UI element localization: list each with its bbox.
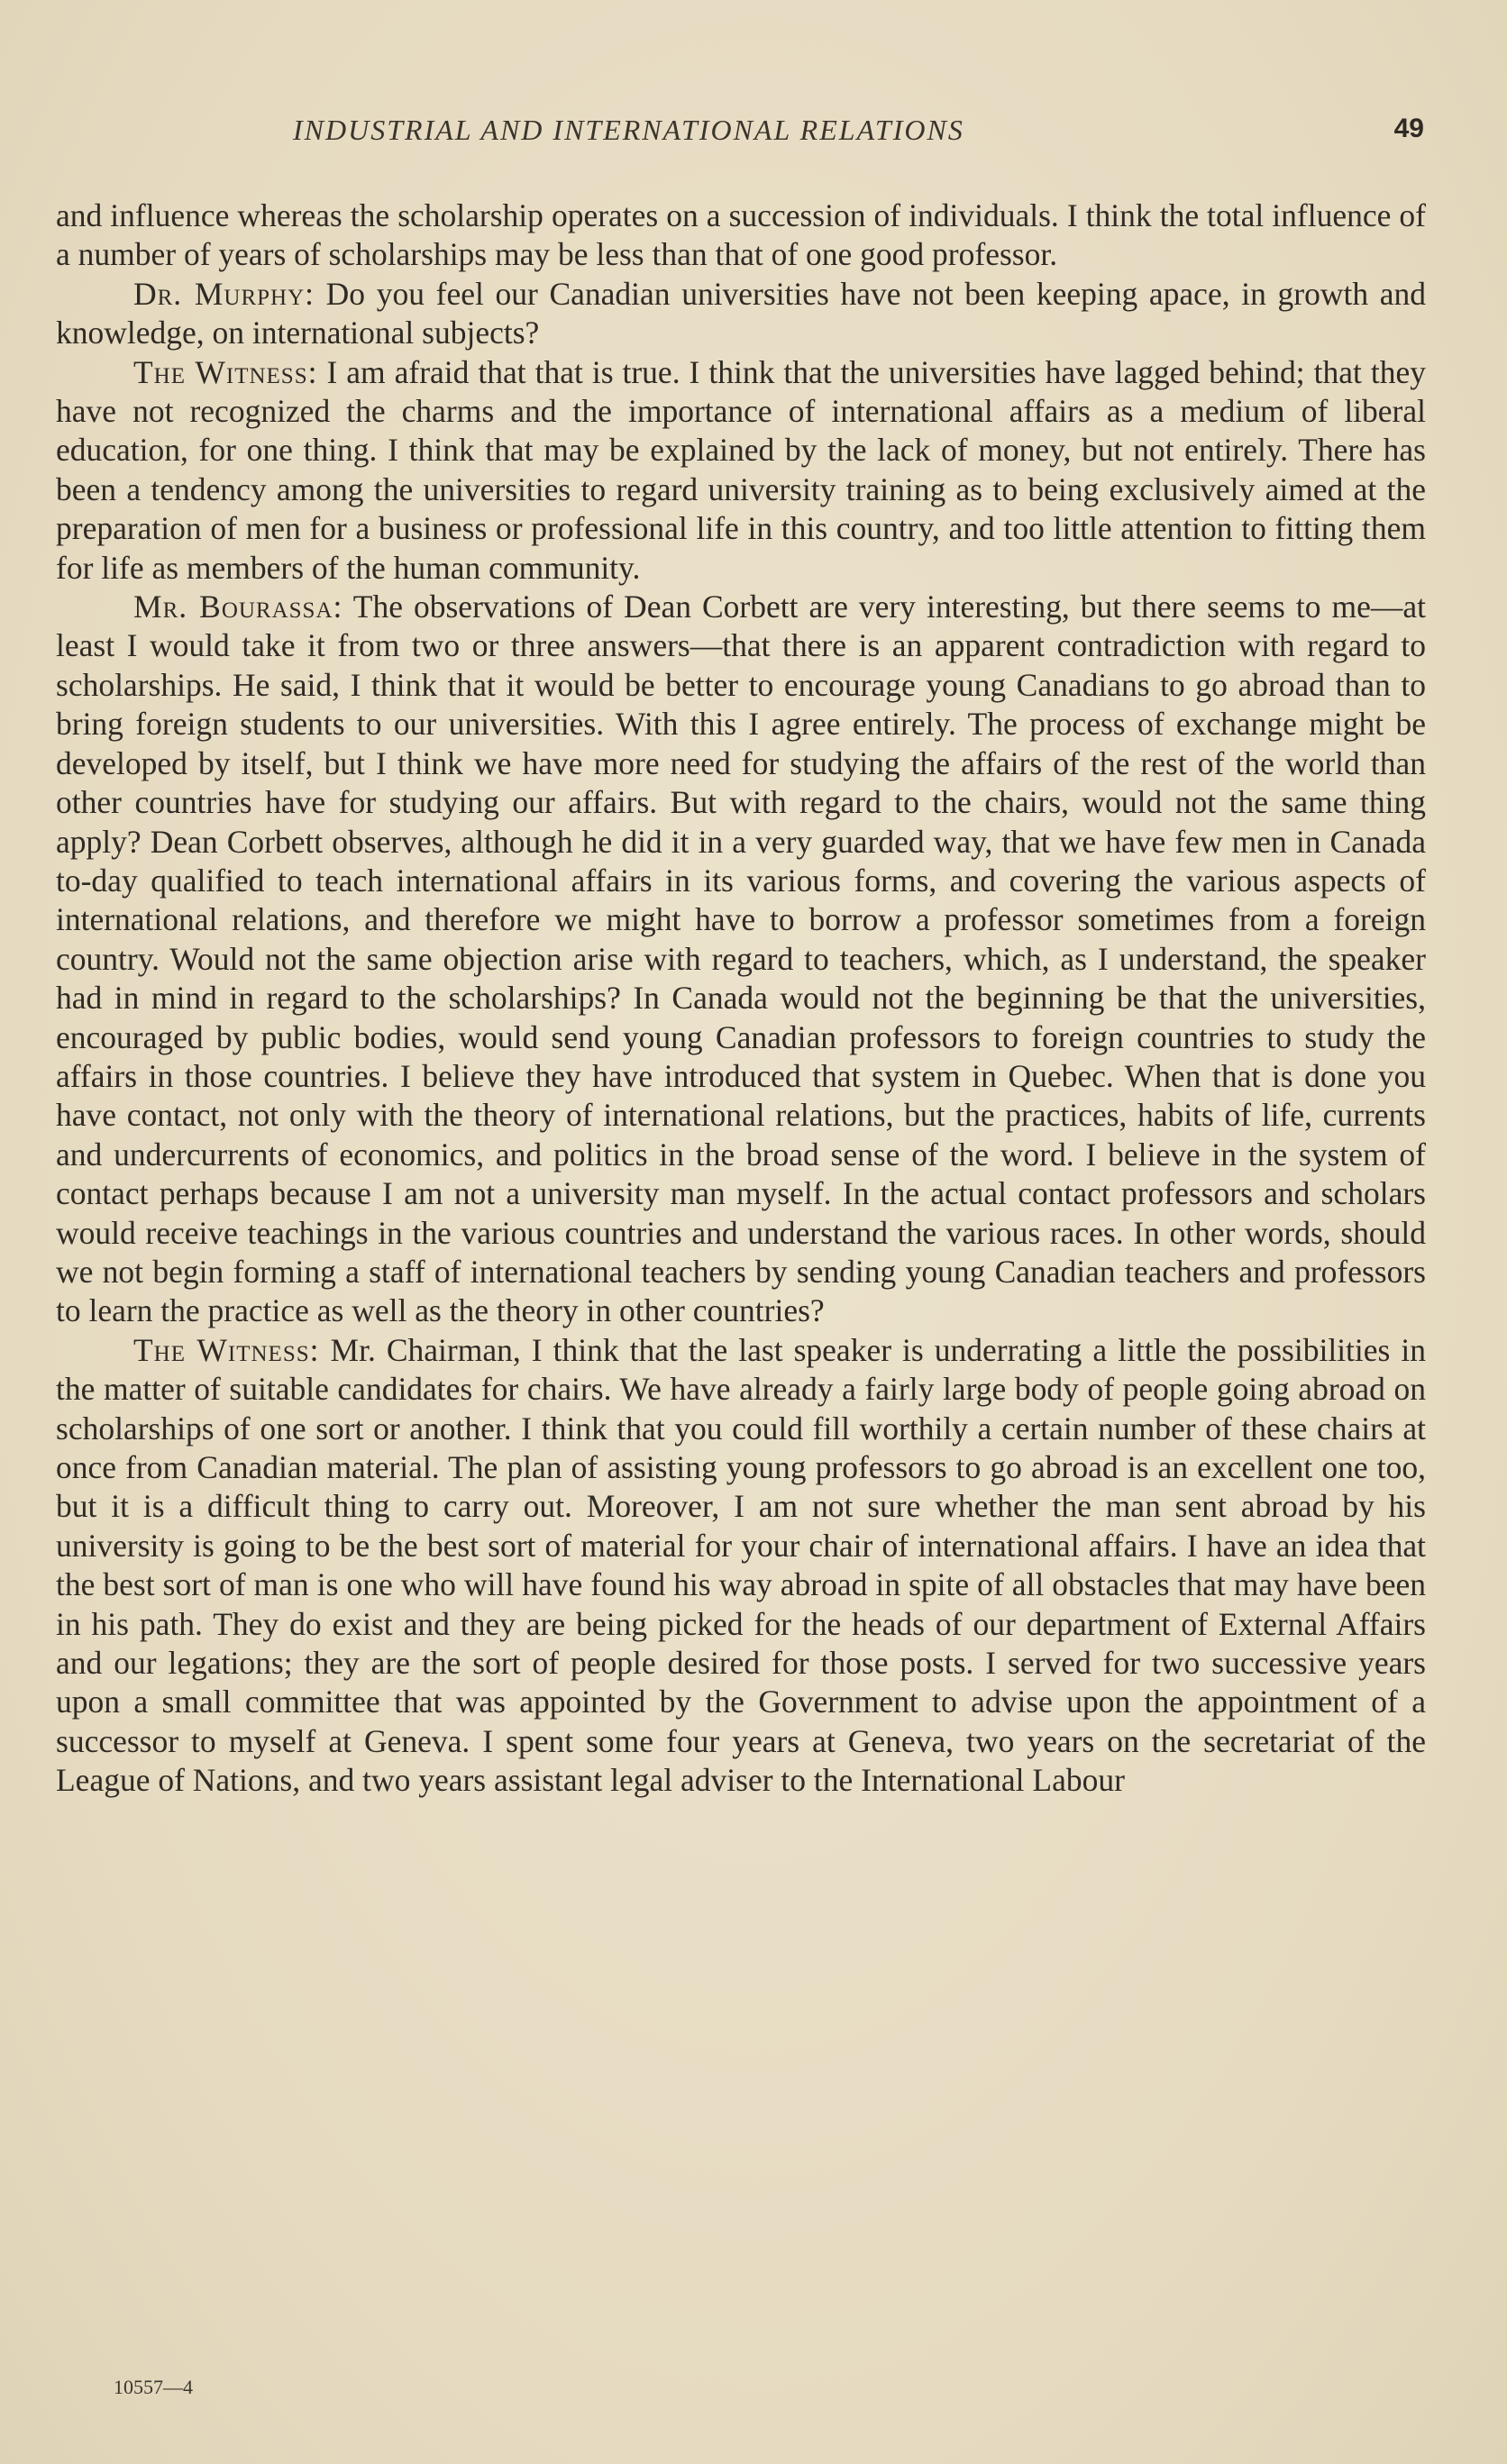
page-number: 49 bbox=[1393, 114, 1424, 143]
paragraph-murphy bbox=[56, 275, 1426, 353]
paragraph-text: I am afraid that that is true. I think that the universities have lagged behind; that they have not recognized the charms and the importance of international affairs as a medium of liberal education, for one thing. I think that may be explained by the lack of money, but not entirely. There has been a tendency among the universities to regard university training as to being exclusively aimed at the preparation of men for a business or professional life in this country, and too little attention to fitting them for life as members of the human community. bbox=[56, 353, 1427, 586]
speaker-name: Dr. Murphy: bbox=[133, 275, 315, 312]
speaker-name: The Witness: bbox=[133, 353, 318, 390]
paragraph-text: and influence whereas the scholarship operates on a succession of individuals. I think the total influence of a number of years of scholarships may be less than that of one good professor. bbox=[56, 197, 1426, 273]
page-header bbox=[54, 114, 1424, 159]
paragraph-text: Do you feel our Canadian universities have not been keeping apace, in growth and knowledge, on international subjects? bbox=[56, 275, 1426, 351]
body-text bbox=[56, 196, 1426, 1801]
paragraph-witness-1 bbox=[56, 353, 1426, 588]
paragraph-witness-2 bbox=[56, 1331, 1426, 1801]
paragraph-text: The observations of Dean Corbett are very interesting, but there seems to me—at least I would take it from two or three answers—that there is an apparent contradiction with regard to scholarships. He said, I think that it would be better to encourage young Canadians to go abroad than to bring foreign students to our universities. With this I agree entirely. The process of exchange might be developed by itself, but I think we have more need for studying the affairs of the rest of the world than other countries have for studying our affairs. But with regard to the chairs, would not the same thing apply? Dean Corbett observes, although he did it in a very guarded way, that we have few men in Canada to-day qualified to teach international affairs in its various forms, and covering the various aspects of international relations, and therefore we might have to borrow a professor sometimes from a foreign country. Would not the same objection arise with regard to teachers, which, as I understand, the speaker had in mind in regard to the scholarships? In Canada would not the beginning be that the universities, encouraged by public bodies, would send young Canadian professors to foreign countries to study the affairs in those countries. I believe they have introduced that system in Quebec. When that is done you have contact, not only with the theory of international relations, but the practices, habits of life, currents and undercurrents of economics, and politics in the broad sense of the word. I believe in the system of contact perhaps because I am not a university man myself. In the actual contact professors and scholars would receive teachings in the various countries and understand the various races. In other words, should we not begin forming a staff of international teachers by sending young Canadian teachers and professors to learn the practice as well as the theory in other countries? bbox=[56, 589, 1426, 1329]
paragraph-continuation bbox=[56, 196, 1426, 275]
running-head: INDUSTRIAL AND INTERNATIONAL RELATIONS bbox=[293, 114, 964, 146]
speaker-name: The Witness: bbox=[133, 1331, 320, 1368]
paragraph-text: Mr. Chairman, I think that the last speaker is underrating a little the possibilities in the matter of suitable candidates for chairs. We have already a fairly large body of people going abroad on scholarships of one sort or another. I think that you could fill worthily a certain number of these chairs at once from Canadian material. The plan of assisting young professors to go abroad is an excellent one too, but it is a difficult thing to carry out. Moreover, I am not sure whether the man sent abroad by his university is going to be the best sort of material for your chair of international affairs. I have an idea that the best sort of man is one who will have found his way abroad in spite of all obstacles that may have been in his path. They do exist and they are being picked for the heads of our department of External Affairs and our legations; they are the sort of people desired for those posts. I served for two successive years upon a small committee that was appointed by the Government to advise upon the appointment of a successor to myself at Geneva. I spent some four years at Geneva, two years on the secretariat of the League of Nations, and two years assistant legal adviser to the International Labour bbox=[56, 1331, 1426, 1799]
paragraph-bourassa bbox=[56, 588, 1426, 1331]
signature-mark: 10557—4 bbox=[114, 2376, 193, 2398]
speaker-name: Mr. Bourassa: bbox=[133, 589, 343, 625]
